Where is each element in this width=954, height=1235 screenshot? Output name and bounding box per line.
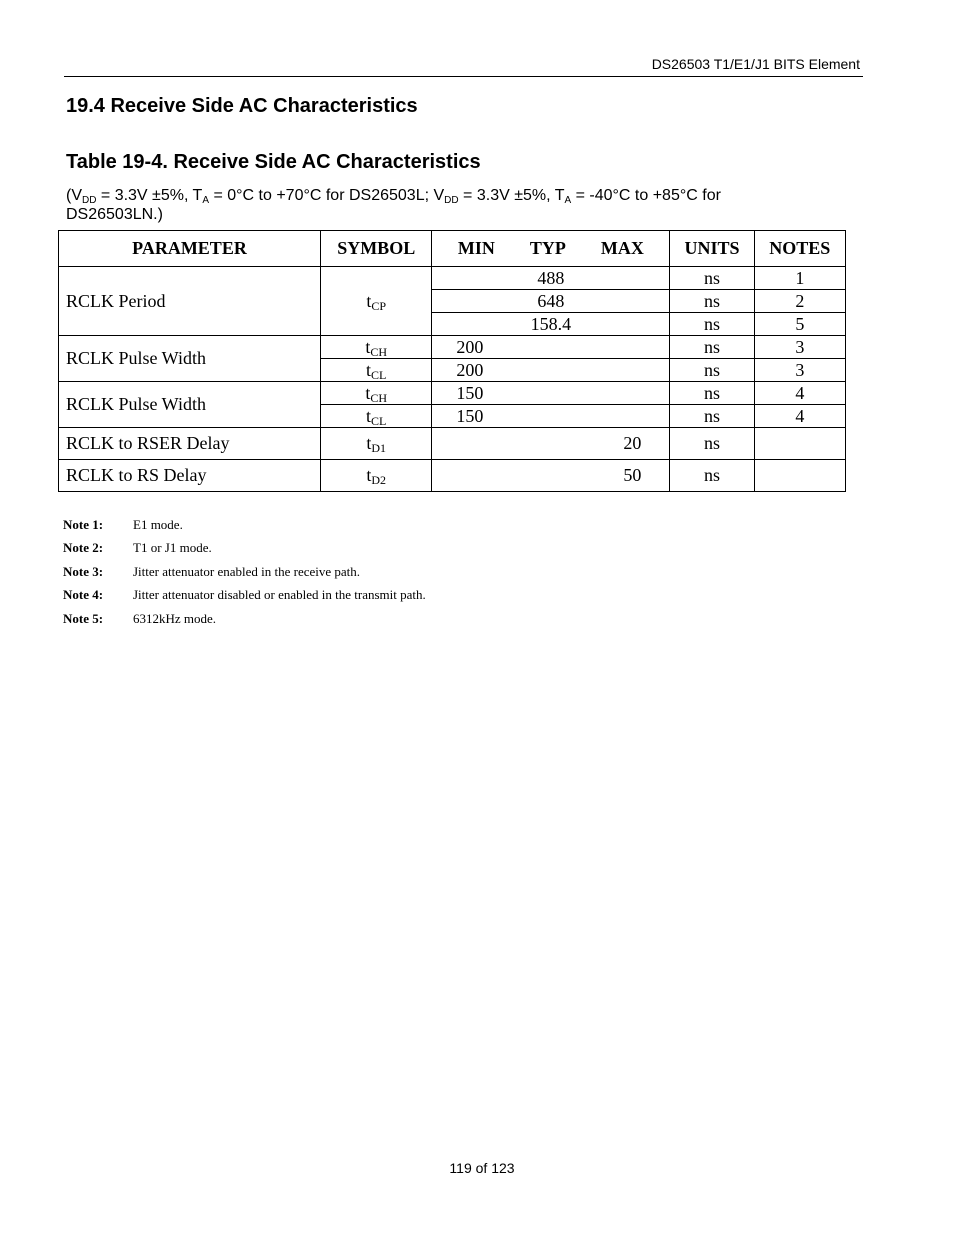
notes-cell (754, 460, 845, 492)
table-row (59, 336, 846, 359)
header-rule (64, 76, 863, 77)
notes-cell: 5 (754, 313, 845, 336)
typ-value: 648 (537, 290, 565, 311)
notes-cell: 2 (754, 290, 845, 313)
conditions-text: = -40°C to +85°C for DS26503LN.) (66, 187, 721, 223)
note-text: Jitter attenuator disabled or enabled in the transmit path. (133, 587, 426, 603)
symbol-base: t (365, 336, 371, 357)
symbol-subscript: D2 (371, 473, 387, 487)
conditions-subscript: A (564, 195, 572, 206)
symbol-subscript: CH (370, 344, 388, 359)
symbol-base: t (365, 382, 371, 403)
values-cell (432, 313, 670, 336)
symbol-subscript: CL (371, 413, 387, 428)
units-cell: ns (670, 313, 754, 336)
note-label: Note 2: (63, 540, 104, 556)
note-item (63, 584, 426, 608)
note-item (63, 537, 426, 561)
units-cell: ns (670, 460, 754, 492)
units-cell: ns (670, 405, 754, 428)
symbol-cell (320, 428, 431, 460)
symbol-cell (320, 460, 431, 492)
conditions-text: (V (66, 187, 82, 204)
units-cell: ns (670, 290, 754, 313)
conditions-subscript: A (202, 195, 209, 206)
symbol-cell (320, 382, 431, 405)
values-cell (432, 290, 670, 313)
table-row (59, 428, 846, 460)
header-units: UNITS (670, 231, 754, 267)
values-cell (432, 267, 670, 290)
parameter-cell: RCLK to RSER Delay (59, 428, 321, 460)
parameter-cell: RCLK Period (59, 267, 321, 336)
conditions-subscript: DD (82, 195, 97, 206)
symbol-cell (320, 359, 431, 382)
note-label: Note 4: (63, 587, 104, 603)
symbol-subscript: CL (371, 367, 387, 382)
units-cell: ns (670, 428, 754, 460)
max-value: 50 (623, 465, 642, 485)
min-value: 200 (456, 359, 484, 380)
min-value: 150 (456, 382, 484, 403)
note-label: Note 1: (63, 516, 104, 532)
units-cell: ns (670, 359, 754, 382)
header-parameter: PARAMETER (59, 231, 321, 267)
table-row (59, 460, 846, 492)
table-header-row (59, 231, 846, 267)
conditions-subscript: DD (444, 195, 459, 206)
symbol-cell (320, 267, 431, 336)
conditions-text: = 0°C to +70°C for DS26503L; V (209, 187, 445, 204)
note-text: T1 or J1 mode. (133, 540, 212, 556)
symbol-cell (320, 405, 431, 428)
header-min: MIN (457, 238, 495, 258)
symbol-subscript: CH (370, 390, 388, 405)
notes-cell (754, 428, 845, 460)
page-number: 119 of 123 (449, 1160, 515, 1176)
symbol-base: t (366, 290, 372, 311)
values-cell (432, 359, 670, 382)
notes-cell: 4 (754, 405, 845, 428)
header-max: MAX (600, 238, 644, 258)
symbol-base: t (366, 405, 372, 426)
running-header: DS26503 T1/E1/J1 BITS Element (651, 56, 860, 72)
values-cell (432, 428, 670, 460)
symbol-subscript: CP (371, 298, 387, 313)
max-value: 20 (623, 433, 642, 453)
table-title: Table 19-4. Receive Side AC Characteristics (66, 151, 481, 173)
note-text: Jitter attenuator enabled in the receive path. (133, 563, 361, 579)
symbol-base: t (366, 465, 372, 485)
min-value: 200 (456, 336, 484, 357)
notes-cell: 3 (754, 336, 845, 359)
note-label: Note 5: (63, 610, 104, 626)
conditions-text: = 3.3V ±5%, T (96, 187, 203, 204)
table-row (59, 382, 846, 405)
header-notes: NOTES (754, 231, 845, 267)
parameter-cell: RCLK to RS Delay (59, 460, 321, 492)
table-notes (63, 513, 426, 631)
parameter-cell: RCLK Pulse Width (59, 336, 321, 382)
note-text: 6312kHz mode. (133, 610, 217, 626)
min-value: 150 (456, 405, 484, 426)
values-cell (432, 336, 670, 359)
section-title: 19.4 Receive Side AC Characteristics (66, 95, 418, 117)
ac-characteristics-table (58, 230, 846, 492)
parameter-cell: RCLK Pulse Width (59, 382, 321, 428)
units-cell: ns (670, 267, 754, 290)
typ-value: 488 (537, 267, 565, 288)
symbol-cell (320, 336, 431, 359)
typ-value: 158.4 (530, 313, 572, 334)
notes-cell: 4 (754, 382, 845, 405)
values-cell (432, 405, 670, 428)
notes-cell: 3 (754, 359, 845, 382)
units-cell: ns (670, 336, 754, 359)
note-item (63, 607, 426, 631)
header-min-typ-max (432, 231, 670, 267)
values-cell (432, 460, 670, 492)
symbol-base: t (366, 433, 372, 453)
note-item (63, 560, 426, 584)
symbol-subscript: D1 (371, 441, 387, 455)
conditions-text: = 3.3V ±5%, T (458, 187, 565, 204)
notes-cell: 1 (754, 267, 845, 290)
symbol-base: t (366, 359, 372, 380)
note-label: Note 3: (63, 563, 104, 579)
note-text: E1 mode. (133, 516, 183, 532)
header-symbol: SYMBOL (320, 231, 431, 267)
values-cell (432, 382, 670, 405)
table-row (59, 267, 846, 290)
note-item (63, 513, 426, 537)
test-conditions (66, 186, 806, 224)
header-typ: TYP (529, 238, 566, 258)
units-cell: ns (670, 382, 754, 405)
